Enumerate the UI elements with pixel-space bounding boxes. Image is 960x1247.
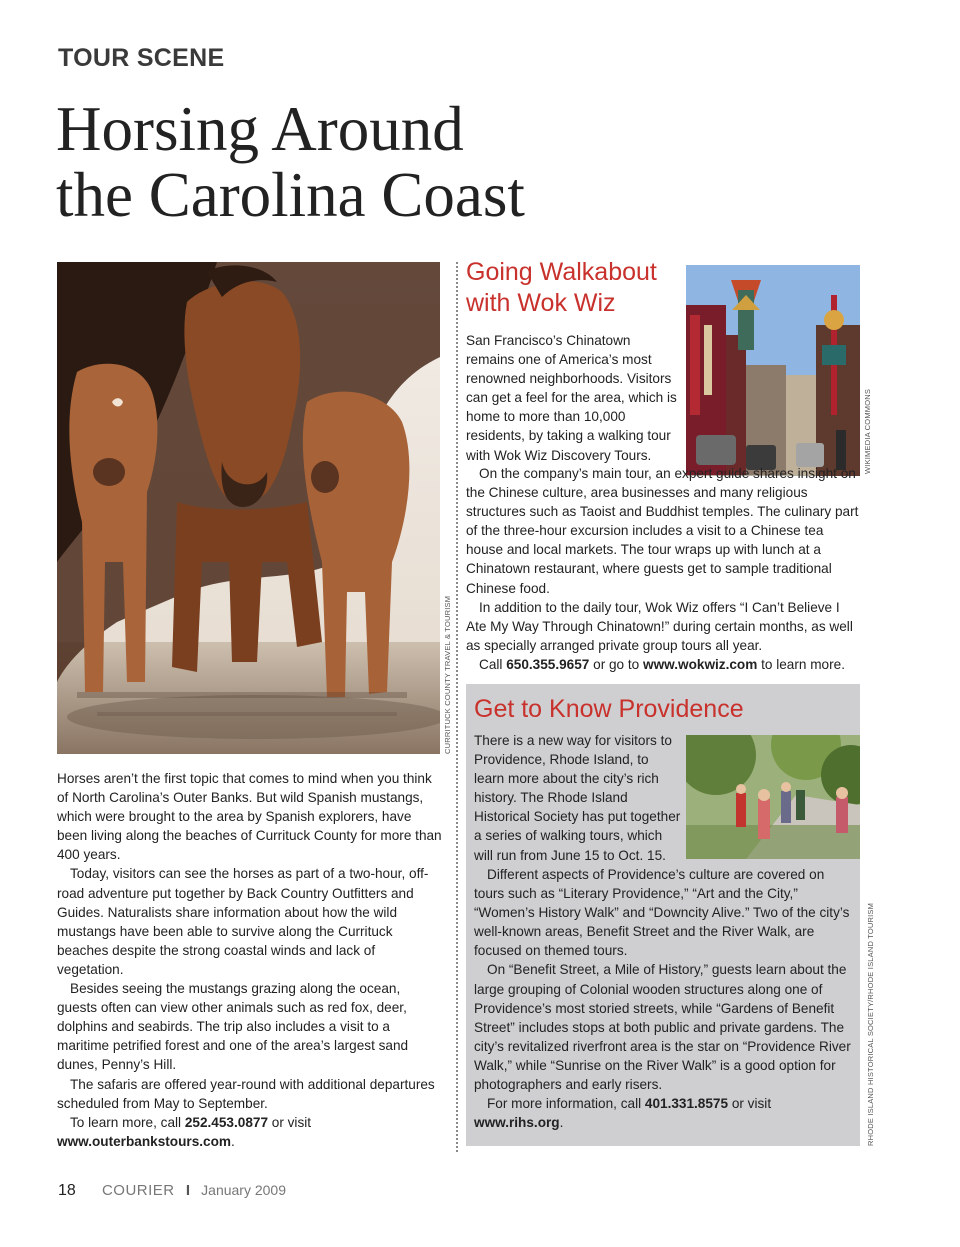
contact-text: For more information, call <box>487 1096 645 1112</box>
main-article-paragraph: Today, visitors can see the horses as part of a two-hour, off-road adventure put together by Back Country Outfitters and Guides. Naturalists share information about how the wild mustangs have been able to survive along the Currituck beaches despite the strong coastal winds and lack of vegetation. <box>57 866 429 977</box>
contact-phone: 252.453.0877 <box>184 1114 268 1130</box>
contact-text: . <box>230 1133 235 1149</box>
contact-text: or visit <box>268 1114 312 1130</box>
contact-url: www.outerbankstours.com <box>57 1133 231 1149</box>
page-number: 18 <box>58 1182 76 1199</box>
horses-photo <box>57 262 440 754</box>
contact-text: To learn more, call <box>70 1114 185 1130</box>
main-article-paragraph: Horses aren’t the first topic that comes to mind when you think of North Carolina’s Outer Banks. But wild Spanish mustangs, which were brought to the area by Spanish explorers, have been living along the beaches of Currituck County for more than 400 years. <box>57 771 442 863</box>
wokwiz-title <box>466 257 686 319</box>
providence-photo-credit: RHODE ISLAND HISTORICAL SOCIETY/RHODE ISLAND TOURISM <box>866 902 875 1146</box>
main-article-paragraph: The safaris are offered year-round with additional departures scheduled from May to September. <box>57 1076 435 1111</box>
section-label: TOUR SCENE <box>58 44 225 72</box>
contact-text: or go to <box>589 656 644 672</box>
main-article-paragraph: Besides seeing the mustangs grazing along the ocean, guests often can view other animals such as red fox, deer, dolphins and seabirds. The trip also includes a visit to a maritime petrified forest and one of the area’s largest sand dunes, Penny’s Hill. <box>57 981 409 1073</box>
page-footer <box>58 1182 286 1200</box>
wokwiz-article-top <box>466 331 680 465</box>
wokwiz-paragraph: San Francisco’s Chinatown remains one of America’s most renowned neighborhoods. Visitors can get a feel for the area, which is home to more than 10,000 residents, by taking a walking tour with Wok Wiz Discovery Tours. <box>466 333 677 463</box>
contact-text: . <box>559 1115 564 1131</box>
providence-photo <box>686 735 860 859</box>
providence-title: Get to Know Providence <box>474 695 744 723</box>
providence-paragraph: There is a new way for visitors to Providence, Rhode Island, to learn more about the city’s rich history. The Rhode Island Historical Society has put together a series of walking tours, which will run from June 15 to Oct. 15. <box>474 733 681 863</box>
chinatown-photo <box>686 265 860 476</box>
wokwiz-title-line-1: Going Walkabout <box>466 258 657 286</box>
contact-text: Call <box>479 656 507 672</box>
providence-paragraph: Different aspects of Providence’s culture are covered on tours such as “Literary Providence,” “Art and the City,” “Women’s History Walk” and “Downcity Alive.” Two of the city’s well-known areas, Benefit Street and the River Walk, are focused on themed tours. <box>474 867 850 959</box>
main-article <box>57 769 443 1151</box>
column-divider <box>456 262 458 1152</box>
contact-url: www.rihs.org <box>474 1115 560 1131</box>
main-article-contact <box>57 1113 443 1151</box>
wokwiz-title-line-2: with Wok Wiz <box>466 289 616 317</box>
providence-paragraph: On “Benefit Street, a Mile of History,” guests learn about the large grouping of Colonial wooden structures along one of Providence’s most storied streets, while “Gardens of Benefit Street” includes stops at both public and private gardens. The city’s revitalized riverfront area is the star on “Providence River Walk,” while “Sunrise on the River Walk” is a good option for photographers and early risers. <box>474 962 851 1093</box>
horses-image <box>57 262 440 754</box>
providence-article <box>474 865 856 1132</box>
publication-name: COURIER <box>101 1182 175 1199</box>
contact-phone: 650.355.9657 <box>506 656 590 672</box>
headline-line-2: the Carolina Coast <box>56 160 525 230</box>
horses-photo-credit: CURRITUCK COUNTY TRAVEL & TOURISM <box>443 595 452 754</box>
wokwiz-paragraph: In addition to the daily tour, Wok Wiz offers “I Can’t Believe I Ate My Way Through Chinatown!” during certain months, as well as specially arranged private group tours all year. <box>466 599 853 653</box>
contact-text: to learn more. <box>757 656 845 672</box>
headline-line-1: Horsing Around <box>56 94 464 164</box>
headline <box>56 96 756 228</box>
chinatown-image <box>686 265 860 476</box>
wokwiz-contact <box>466 655 862 674</box>
providence-article-top <box>474 731 682 865</box>
wokwiz-article <box>466 464 862 674</box>
issue-date: January 2009 <box>201 1182 286 1198</box>
chinatown-photo-credit: WIKIMEDIA COMMONS <box>863 388 872 474</box>
contact-text: or visit <box>728 1096 772 1112</box>
contact-phone: 401.331.8575 <box>644 1096 729 1112</box>
footer-separator: I <box>185 1182 190 1199</box>
providence-contact <box>474 1094 856 1132</box>
providence-image <box>686 735 860 859</box>
wokwiz-paragraph: On the company’s main tour, an expert guide shares insight on the Chinese culture, area businesses and many religious structures such as Taoist and Buddhist temples. The culinary part of the three-hour excursion includes a visit to a Chinese tea house and local markets. The tour wraps up with lunch at a Chinatown restaurant, where guests get to sample traditional Chinese food. <box>466 466 859 596</box>
contact-url: www.wokwiz.com <box>643 656 758 672</box>
